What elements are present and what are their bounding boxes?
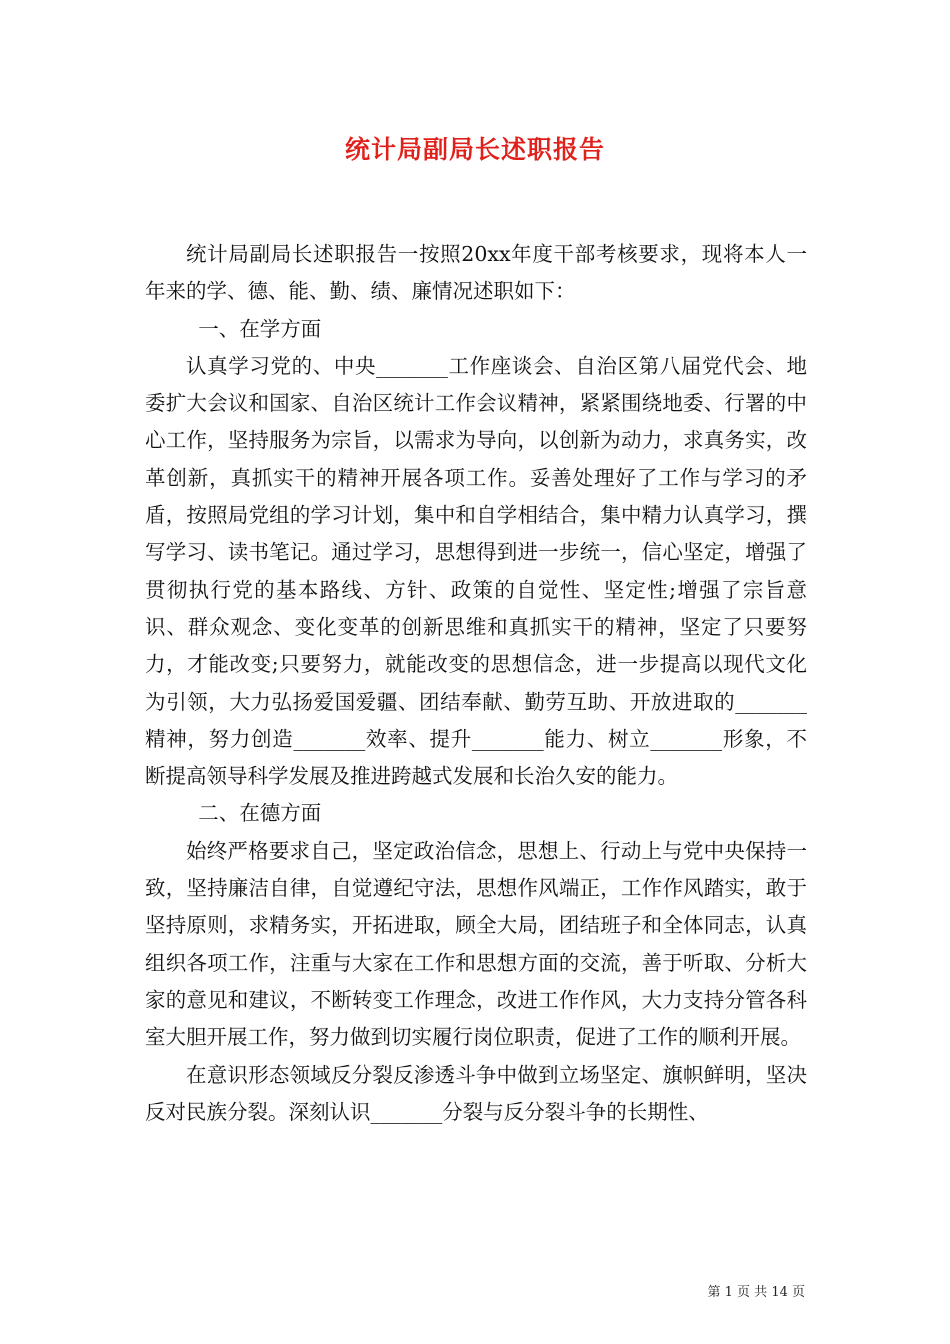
section-heading-morality: 二、在德方面 [198,801,322,826]
study-paragraph: 认真学习党的、中央_______工作座谈会、自治区第八届党代会、地委扩大会议和国家、自治区统计工作会议精神，紧紧围绕地委、行署的中心工作，坚持服务为宗旨，以需求为导向，以创新为动力，求真务实，改革创新，真抓实干的精神开展各项工作。妥善处理好了工作与学习的矛盾，按照局党组的学习计划，集中和自学相结合，集中精力认真学习，撰写学习、读书笔记。通过学习，思想得到进一步统一，信心坚定，增强了贯彻执行党的基本路线、方针、政策的自觉性、坚定性;增强了宗旨意识、群众观念、变化变革的创新思维和真抓实干的精神，坚定了只要努力，才能改变;只要努力，就能改变的思想信念，进一步提高以现代文化为引领，大力弘扬爱国爱疆、团结奉献、勤劳互助、开放进取的_______精神，努力创造_______效率、提升_______能力、树立_______形象，不断提高领导科学发展及推进跨越式发展和长治久安的能力。 [145,353,807,789]
ideology-paragraph: 在意识形态领域反分裂反渗透斗争中做到立场坚定、旗帜鲜明，坚决反对民族分裂。深刻认识_______分裂与反分裂斗争的长期性、 [145,1062,807,1124]
section-heading-study: 一、在学方面 [198,316,322,341]
intro-paragraph: 统计局副局长述职报告一按照20xx年度干部考核要求，现将本人一年来的学、德、能、勤、绩、廉情况述职如下： [145,242,807,304]
morality-paragraph: 始终严格要求自己，坚定政治信念，思想上、行动上与党中央保持一致，坚持廉洁自律，自觉遵纪守法，思想作风端正，工作作风踏实，敢于坚持原则，求精务实，开拓进取，顾全大局，团结班子和全体同志，认真组织各项工作，注重与大家在工作和思想方面的交流，善于听取、分析大家的意见和建议，不断转变工作理念，改进工作作风，大力支持分管各科室大胆开展工作，努力做到切实履行岗位职责，促进了工作的顺利开展。 [145,838,807,1050]
document-body [145,236,807,1131]
document-title: 统计局副局长述职报告 [344,135,605,164]
page-number-footer: 第 1 页 共 14 页 [707,1285,805,1300]
